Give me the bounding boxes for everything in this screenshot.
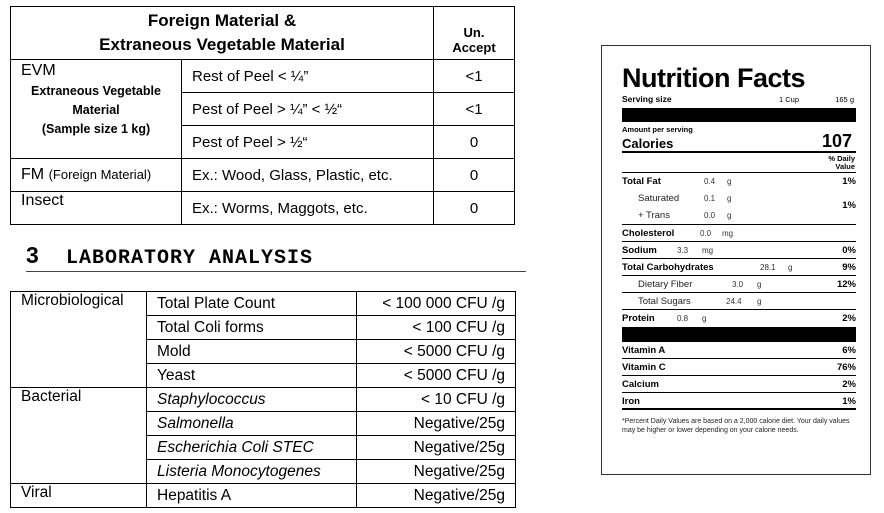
test-limit: Negative/25g: [357, 460, 516, 484]
evm-label: EVM: [21, 62, 56, 79]
fm-desc: Ex.: Wood, Glass, Plastic, etc.: [182, 159, 434, 192]
test-limit: < 5000 CFU /g: [357, 364, 516, 388]
test-limit: < 5000 CFU /g: [357, 340, 516, 364]
test-name: Staphylococcus: [147, 388, 357, 412]
nutrient-row: [622, 173, 856, 190]
evm-sub-line3: (Sample size 1 kg): [41, 122, 151, 136]
nutrient-unit: g: [788, 263, 793, 272]
calories-label: Calories: [622, 136, 674, 151]
table-row: [11, 484, 516, 508]
nutrient-unit: mg: [722, 229, 734, 238]
fm-row: [11, 159, 515, 192]
microbiological-label: Microbiological: [11, 292, 147, 388]
serving-size-grams: 165 g: [835, 95, 854, 104]
calories-value: 107: [821, 131, 852, 151]
evm-desc-1: Rest of Peel < ¼”: [182, 60, 434, 93]
nutrient-amount: 0.0: [700, 229, 712, 238]
nutrient-amount: 24.4: [726, 297, 742, 306]
nutrient-unit: g: [727, 177, 732, 186]
un-accept-header: [434, 7, 515, 60]
viral-label: Viral: [11, 484, 147, 508]
test-limit: Negative/25g: [357, 436, 516, 460]
nutrient-unit: g: [757, 280, 762, 289]
vitamin-label: Vitamin C: [622, 362, 666, 373]
nutrient-amount: 3.0: [732, 280, 744, 289]
nutrient-dv: 12%: [836, 279, 856, 290]
fm-label: FM: [21, 166, 45, 183]
nutrient-amount: 0.4: [704, 177, 716, 186]
nutrient-amount: 28.1: [760, 263, 776, 272]
vitamin-dv: 6%: [842, 345, 856, 356]
test-name: Escherichia Coli STEC: [147, 436, 357, 460]
nutrient-label: Total Fat: [622, 176, 661, 187]
nutrient-dv: 0%: [842, 245, 856, 256]
evm-sub-line2: Material: [72, 103, 120, 117]
evm-desc-2: Pest of Peel > ¼” < ½“: [182, 93, 434, 126]
nutrient-dv: 1%: [842, 176, 856, 187]
nutrient-unit: mg: [702, 246, 714, 255]
insect-label: Insect: [11, 192, 182, 225]
nutrient-row: [622, 225, 856, 242]
fm-header: [11, 7, 434, 60]
vitamin-row: [622, 393, 856, 410]
vitamin-label: Vitamin A: [622, 345, 666, 356]
fat-group: [622, 173, 856, 225]
test-limit: < 10 CFU /g: [357, 388, 516, 412]
nutrient-label: Dietary Fiber: [638, 279, 693, 290]
nutrient-dv: 2%: [842, 313, 856, 324]
nutrient-label: + Trans: [638, 210, 670, 221]
nutrient-amount: 0.0: [704, 211, 716, 220]
evm-value-3: 0: [434, 126, 515, 159]
nutrient-row: [622, 207, 856, 224]
nutrient-unit: g: [727, 211, 732, 220]
test-name: Mold: [147, 340, 357, 364]
test-name: Yeast: [147, 364, 357, 388]
nutrition-facts-label: [601, 45, 871, 475]
nutrient-amount: 3.3: [677, 246, 689, 255]
section-number: 3: [26, 242, 39, 268]
serving-size-cup: 1 Cup: [779, 95, 800, 104]
evm-value-2: <1: [434, 93, 515, 126]
table-row: [11, 388, 516, 412]
vitamin-row: [622, 359, 856, 376]
nutrient-label: Total Sugars: [638, 296, 691, 307]
nutrition-title: Nutrition Facts: [622, 63, 806, 93]
section-title: LABORATORY ANALYSIS: [66, 247, 314, 270]
nutrient-row: [622, 293, 856, 310]
test-limit: < 100 CFU /g: [357, 316, 516, 340]
test-name: Total Plate Count: [147, 292, 357, 316]
test-name: Listeria Monocytogenes: [147, 460, 357, 484]
fm-label-small: (Foreign Material): [48, 167, 152, 182]
un-accept-line2: Accept: [452, 40, 496, 55]
vitamin-row: [622, 342, 856, 359]
thick-divider: [622, 108, 856, 122]
nutrient-row: [622, 242, 856, 259]
nutrient-label: Sodium: [622, 245, 657, 256]
thick-divider: [622, 327, 856, 342]
fat-subgroup-dv: 1%: [842, 200, 856, 211]
evm-row: [11, 60, 515, 93]
nutrient-unit: g: [757, 297, 762, 306]
nutrient-label: Saturated: [638, 193, 680, 204]
nutrition-facts-content: [622, 62, 856, 435]
test-limit: < 100 000 CFU /g: [357, 292, 516, 316]
dv-line2: Value: [835, 162, 855, 171]
bacterial-label: Bacterial: [11, 388, 147, 484]
nutrient-amount: 0.8: [677, 314, 689, 323]
nutrient-row: [622, 190, 856, 207]
fm-header-row: [11, 7, 515, 60]
fm-header-line2: Extraneous Vegetable Material: [99, 35, 345, 54]
evm-sub-line1: Extraneous Vegetable: [31, 84, 161, 98]
serving-size-row: [622, 94, 856, 108]
serving-size-label: Serving size: [622, 94, 672, 104]
vitamin-dv: 2%: [842, 379, 856, 390]
insect-desc: Ex.: Worms, Maggots, etc.: [182, 192, 434, 225]
fm-category: [11, 159, 182, 192]
section-heading: [26, 242, 526, 272]
vitamin-label: Calcium: [622, 379, 659, 390]
table-row: [11, 292, 516, 316]
test-name: Hepatitis A: [147, 484, 357, 508]
evm-category: [11, 60, 182, 159]
test-limit: Negative/25g: [357, 484, 516, 508]
amount-per-serving: Amount per serving: [622, 125, 693, 134]
foreign-material-table: [10, 6, 515, 225]
evm-value-1: <1: [434, 60, 515, 93]
test-name: Total Coli forms: [147, 316, 357, 340]
test-limit: Negative/25g: [357, 412, 516, 436]
nutrient-row: [622, 259, 856, 276]
daily-value-header: [622, 153, 856, 173]
nutrient-amount: 0.1: [704, 194, 716, 203]
dv-line1: % Daily: [828, 154, 855, 163]
evm-desc-3: Pest of Peel > ½“: [182, 126, 434, 159]
insect-value: 0: [434, 192, 515, 225]
un-accept-line1: Un.: [463, 25, 485, 40]
nutrient-label: Total Carbohydrates: [622, 262, 714, 273]
vitamin-dv: 1%: [842, 396, 856, 407]
nutrient-label: Protein: [622, 313, 655, 324]
daily-value-footnote: *Percent Daily Values are based on a 2,000 calorie diet. Your daily values may be higher or lower depending on your calorie needs.: [622, 418, 850, 434]
calories-row: [622, 131, 856, 153]
vitamin-row: [622, 376, 856, 393]
lab-analysis-table: [10, 291, 516, 508]
nutrient-label: Cholesterol: [622, 228, 675, 239]
nutrient-row: [622, 310, 856, 327]
test-name: Salmonella: [147, 412, 357, 436]
fm-header-line1: Foreign Material &: [147, 11, 297, 30]
nutrient-row: [622, 276, 856, 293]
nutrient-unit: g: [702, 314, 707, 323]
nutrient-unit: g: [727, 194, 732, 203]
vitamin-dv: 76%: [836, 362, 856, 373]
fm-value: 0: [434, 159, 515, 192]
insect-row: [11, 192, 515, 225]
nutrient-dv: 9%: [842, 262, 856, 273]
vitamin-label: Iron: [622, 396, 640, 407]
